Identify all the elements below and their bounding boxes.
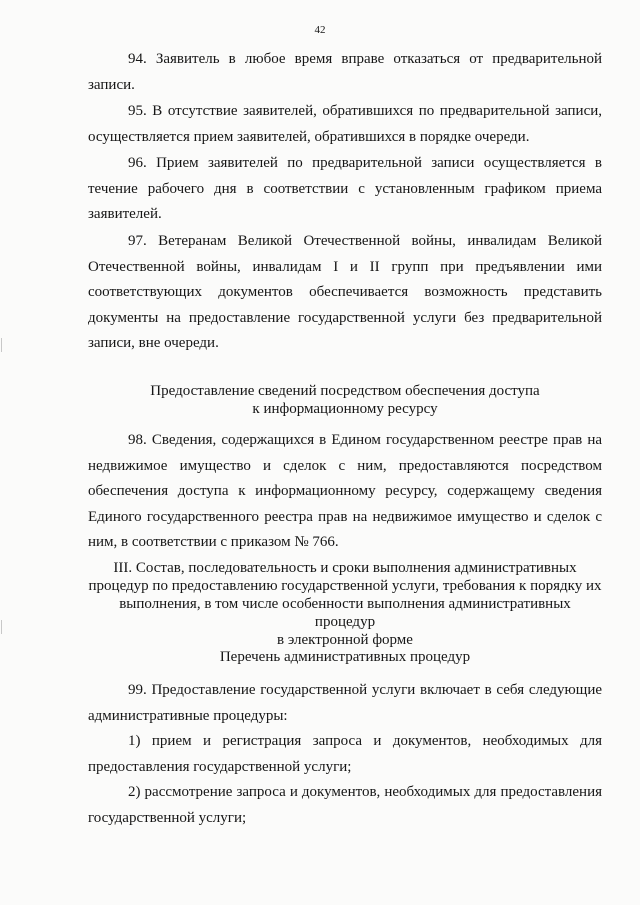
heading-line: к информационному ресурсу xyxy=(252,401,438,417)
section-heading-line: процедур по предоставлению государственной услуги, требования к порядку их xyxy=(88,578,602,594)
section-heading-line: III. Состав, последовательность и сроки выполнения административных xyxy=(113,560,577,576)
paragraph-94: 94. Заявитель в любое время вправе отказаться от предварительной записи. xyxy=(88,51,602,93)
scan-edge-mark xyxy=(1,338,2,352)
page-number: 42 xyxy=(314,24,326,36)
heading-information-access xyxy=(88,382,602,418)
section-heading-iii xyxy=(88,559,602,649)
paragraph-95: 95. В отсутствие заявителей, обратившихся по предварительной записи, осуществляется прием заявителей, обратившихся в порядке очереди. xyxy=(88,103,602,145)
section-heading-line: выполнения, в том числе особенности выполнения административных процедур xyxy=(119,596,571,630)
scan-edge-mark xyxy=(1,620,2,634)
paragraph-98: 98. Сведения, содержащихся в Едином государственном реестре прав на недвижимое имущество и сделок с ним, предоставляются посредством обеспечения доступа к информационному ресурсу, содержащему сведения Единого государственного реестра прав на недвижимое имущество и сделок с ним, в соответствии с приказом № 766. xyxy=(88,432,602,550)
paragraph-97: 97. Ветеранам Великой Отечественной войны, инвалидам Великой Отечественной войны, инвалидам I и II групп при предъявлении ими соответствующих документов обеспечивается возможность представить документы на предоставление государственной услуги без предварительной записи, вне очереди. xyxy=(88,233,602,351)
list-item-2: 2) рассмотрение запроса и документов, необходимых для предоставления государственной услуги; xyxy=(88,784,602,826)
section-heading-line: в электронной форме xyxy=(277,632,413,648)
paragraph-99: 99. Предоставление государственной услуги включает в себя следующие административные процедуры: xyxy=(88,682,602,724)
list-item-1: 1) прием и регистрация запроса и документов, необходимых для предоставления государственной услуги; xyxy=(88,733,602,775)
subheading-procedures-list: Перечень административных процедур xyxy=(219,649,471,665)
paragraph-96: 96. Прием заявителей по предварительной записи осуществляется в течение рабочего дня в соответствии с установленным графиком приема заявителей. xyxy=(88,155,602,222)
heading-line: Предоставление сведений посредством обеспечения доступа xyxy=(150,383,540,399)
